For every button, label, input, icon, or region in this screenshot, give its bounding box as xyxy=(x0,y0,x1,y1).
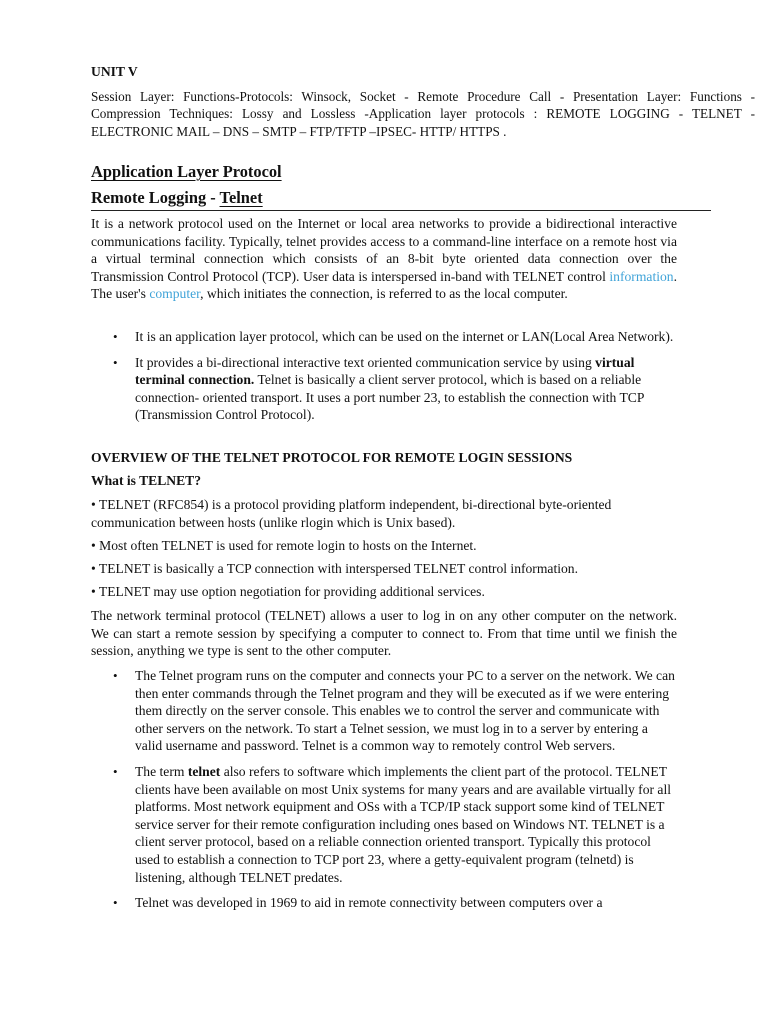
ntp-paragraph: The network terminal protocol (TELNET) allows a user to log in on any other computer on the network. We can start a remote session by specifying a computer to connect to. From that time until we finish the session, anything we type is sent to the other computer. xyxy=(91,608,677,659)
bullet-icon: • xyxy=(113,329,118,344)
heading-divider xyxy=(91,210,711,211)
intro-text-1: It is a network protocol used on the Internet or local area networks to provide a bidirectional interactive communications facility. Typically, telnet provides access to a command-line interface on a remote host via a virtual terminal connection which consists of an 8-bit byte oriented data connection over the Transmission Control Protocol (TCP). User data is interspersed in-band with TELNET control xyxy=(91,216,677,284)
heading-remote-logging-prefix: Remote Logging - xyxy=(91,188,220,207)
list-item-text: Telnet was developed in 1969 to aid in remote connectivity between computers over a xyxy=(135,895,603,911)
information-link[interactable]: information xyxy=(609,268,674,284)
list-item-text: It provides a bi-directional interactive text oriented communication service by using xyxy=(135,354,596,370)
what-item-2: • Most often TELNET is used for remote login to hosts on the Internet. xyxy=(91,538,477,553)
bold-term: telnet xyxy=(187,763,221,779)
heading-application-layer: Application Layer Protocol xyxy=(91,162,282,181)
heading-overview: OVERVIEW OF THE TELNET PROTOCOL FOR REMOTE LOGIN SESSIONS xyxy=(91,450,573,465)
intro-text-3: , which initiates the connection, is referred to as the local computer. xyxy=(200,286,568,302)
what-item-3: • TELNET is basically a TCP connection with interspersed TELNET control information. xyxy=(91,561,578,576)
list-item xyxy=(91,328,677,346)
syllabus-text: Session Layer: Functions-Protocols: Winsock, Socket - Remote Procedure Call - Presentation Layer: Functions - Compression Techniques: Lossy and Lossless -Application layer protocols : REMOTE LOGGING - TELNET - ELECTRONIC MAIL – DNS – SMTP – FTP/TFTP –IPSEC- HTTP/ HTTPS . xyxy=(91,89,755,139)
bullet-icon: • xyxy=(113,668,118,683)
heading-remote-logging xyxy=(91,189,263,207)
telnet-heading-link[interactable]: Telnet xyxy=(219,188,263,207)
computer-link[interactable]: computer xyxy=(149,286,201,302)
bullet-icon: • xyxy=(113,354,118,370)
what-item-1: • TELNET (RFC854) is a protocol providing platform independent, bi-directional byte-oriented communication between hosts (unlike rlogin which is Unix based). xyxy=(91,497,612,530)
telnet-features-list xyxy=(91,328,677,424)
list-item-text: also refers to software which implements the client part of the protocol. TELNET clients have been available on most Unix systems for many years and are available virtually for all platforms. Most network equipment and OSs with a TCP/IP stack support some kind of TELNET service server for their remote configuration including ones based on Windows NT. TELNET is a client server protocol, based on a reliable connection oriented transport. Typically this protocol used to establish a connection to TCP port 23, where a getty-equivalent program (telnetd) is listening, although TELNET predates. xyxy=(135,763,672,885)
intro-paragraph xyxy=(91,215,677,303)
heading-what-is-telnet: What is TELNET? xyxy=(91,473,202,488)
list-item xyxy=(91,354,677,424)
list-item-text: The Telnet program runs on the computer and connects your PC to a server on the network. We can then enter commands through the Telnet program and they will be executed as if we were entering them directly on the server console. This enables we to control the server and communicate with other servers on the network. To start a Telnet session, we must log in to a server by entering a valid username and password. Telnet is a common way to remotely control Web servers. xyxy=(135,668,675,754)
list-item xyxy=(91,667,677,755)
intro-text-2: . The user's xyxy=(91,268,677,302)
what-item-4: • TELNET may use option negotiation for providing additional services. xyxy=(91,584,485,599)
bold-term: virtual terminal connection. xyxy=(135,354,635,388)
unit-title: UNIT V xyxy=(91,64,138,79)
telnet-details-list xyxy=(91,667,677,912)
list-item xyxy=(91,763,677,886)
list-item-text: The term xyxy=(135,763,188,779)
bullet-icon: • xyxy=(113,763,118,779)
list-item-text: It is an application layer protocol, which can be used on the internet or LAN(Local Area Network). xyxy=(135,329,674,344)
bullet-icon: • xyxy=(113,895,118,911)
list-item xyxy=(91,894,677,912)
list-item-text: Telnet is basically a client server protocol, which is based on a reliable connection- oriented transport. It uses a port number 23, to establish the connection with TCP (Transmission Control Protocol). xyxy=(135,372,644,423)
